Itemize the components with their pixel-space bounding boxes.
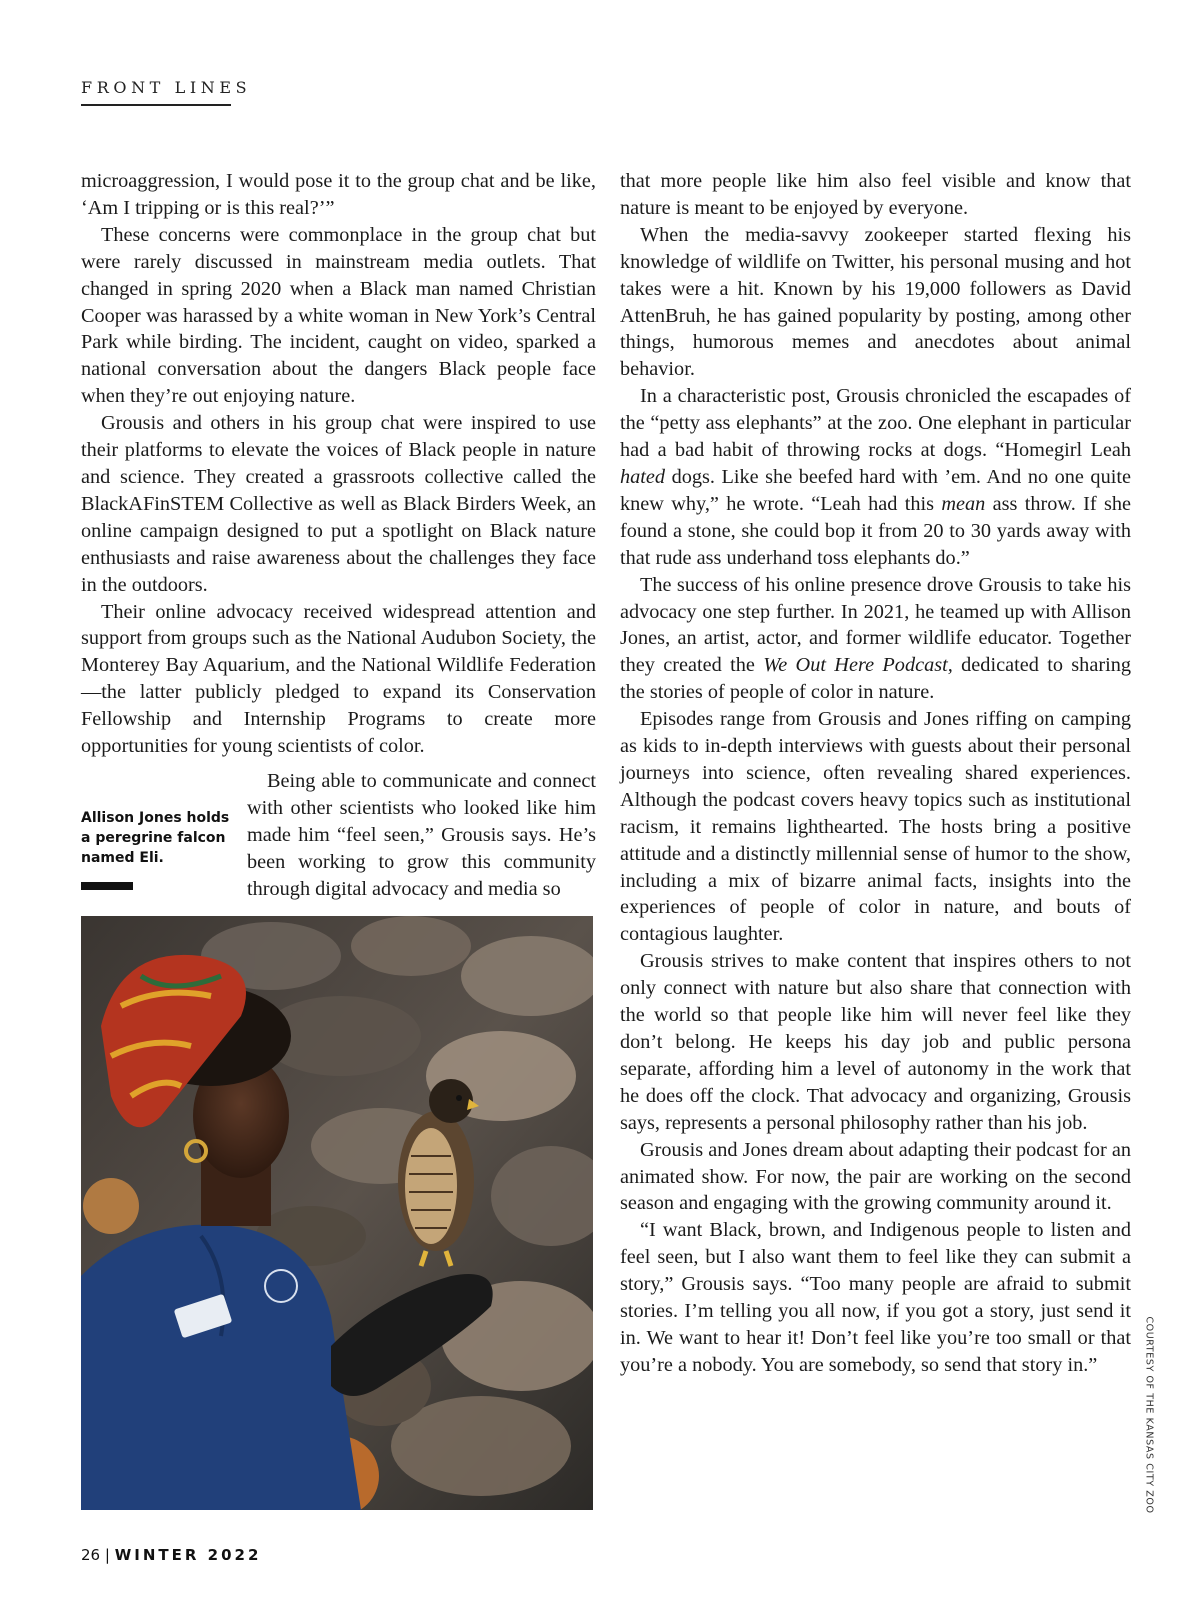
- section-label: FRONT LINES: [81, 78, 252, 97]
- issue-label: WINTER 2022: [114, 1546, 262, 1564]
- article-paragraph: microaggression, I would pose it to the group chat and be like, ‘Am I tripping or is this real?’”: [81, 170, 596, 219]
- article-paragraph: Grousis and Jones dream about adapting their podcast for an animated show. For now, the pair are working on the second season and engaging with the growing community around it.: [620, 1138, 1131, 1215]
- article-paragraph: that more people like him also feel visible and know that nature is meant to be enjoyed by everyone.: [620, 170, 1131, 219]
- article-paragraph: “I want Black, brown, and Indigenous people to listen and feel seen, but I also want them to feel like they can submit a story,” Grousis says. “Too many people are afraid to submit stories. I’m telling you all now, if you got a story, just send it in. We want to hear it! Don’t feel like you’re too small or that you’re a nobody. You are somebody, so send that story in.”: [620, 1219, 1131, 1376]
- article-paragraph: Episodes range from Grousis and Jones riffing on camping as kids to in-depth interviews with guests about their personal journeys into science, often revealing shared experiences. Although the podcast covers heavy topics such as institutional racism, it remains lighthearted. The hosts bring a positive attitude and a distinctly millennial sense of humor to the show, including a mix of bizarre animal facts, insights into the experiences of people of color in nature, and bouts of contagious laughter.: [620, 708, 1131, 946]
- article-paragraph: Their online advocacy received widespread attention and support from groups such as the National Audubon Society, the Monterey Bay Aquarium, and the National Wildlife Federation—the latter publicly pledged to expand its Conservation Fellowship and Internship Programs to create more opportunities for young scientists of color.: [81, 600, 596, 758]
- article-column-right: [620, 168, 1131, 1379]
- page-footer: [81, 1546, 261, 1564]
- footer-separator: |: [104, 1546, 110, 1564]
- article-paragraph: The success of his online presence drove Grousis to take his advocacy one step further. In 2021, he teamed up with Allison Jones, an artist, actor, and former wildlife educator. Together they created the We Out Here Podcast, dedicated to sharing the stories of people of color in nature.: [620, 573, 1131, 704]
- article-paragraph: When the media-savvy zookeeper started flexing his knowledge of wildlife on Twitter, his personal musing and hot takes were a hit. Known by his 19,000 followers as David AttenBruh, he has gained popularity by posting, among other things, humorous memes and anecdotes about animal behavior.: [620, 223, 1131, 381]
- article-paragraph: These concerns were commonplace in the group chat but were rarely discussed in mainstream media outlets. That changed in spring 2020 when a Black man named Christian Cooper was harassed by a white woman in New York’s Central Park while birding. The incident, caught on video, sparked a national conversation about the dangers Black people face when they’re out enjoying nature.: [81, 223, 596, 408]
- photo-allison-jones-with-falcon: [81, 916, 593, 1510]
- article-column-left: [81, 168, 596, 760]
- caption-rule: [81, 882, 133, 890]
- section-rule: [81, 104, 231, 106]
- article-paragraph: Being able to communicate and connect with other scientists who looked like him made him “feel seen,” Grousis says. He’s been working to grow this community through digital advocacy and media so: [247, 770, 596, 900]
- article-paragraph: Grousis and others in his group chat were inspired to use their platforms to elevate the voices of Black people in nature and science. They created a grassroots collective called the BlackAFinSTEM Collective as well as Black Birders Week, an online campaign designed to put a spotlight on Black nature enthusiasts and raise awareness about the challenges they face in the outdoors.: [81, 412, 596, 596]
- page-number: 26: [81, 1546, 101, 1564]
- photo-credit: COURTESY OF THE KANSAS CITY ZOO: [1143, 1316, 1155, 1514]
- photo-caption: Allison Jones holds a peregrine falcon named Eli.: [81, 810, 230, 866]
- article-paragraph: In a characteristic post, Grousis chronicled the escapades of the “petty ass elephants” at the zoo. One elephant in particular had a bad habit of throwing rocks at dogs. “Homegirl Leah hated dogs. Like she beefed hard with ’em. And no one quite knew why,” he wrote. “Leah had this mean ass throw. If she found a stone, she could bop it from 20 to 30 yards away with that rude ass underhand toss elephants do.”: [620, 385, 1131, 569]
- article-paragraph: Grousis strives to make content that inspires others to not only connect with nature but also share that connection with the world so that people like him will never feel like they don’t belong. He keeps his day job and public persona separate, affording him a level of autonomy in the work that he does off the clock. That advocacy and organizing, Grousis says, represents a personal philosophy rather than his job.: [620, 950, 1131, 1134]
